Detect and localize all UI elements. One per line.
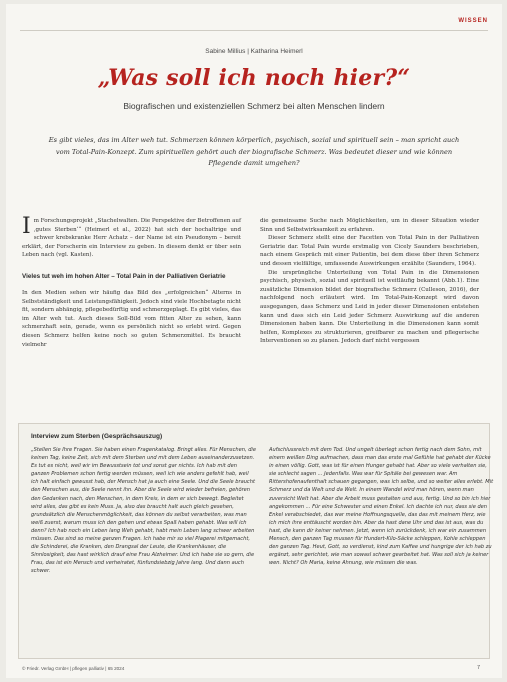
- article-title: „Was soll ich noch hier?“: [97, 65, 411, 91]
- article-page: [6, 4, 502, 678]
- article-subtitle: Biografischen und existenziellen Schmerz bei alten Menschen lindern: [123, 101, 385, 111]
- left-paragraph-2: In den Medien sehen wir häufig das Bild des „erfolgreichen“ Alterns in Selbstständigkeit und Leistungsfähigkeit. Jedoch sind viele Hochbetagte nicht fit, sondern abhängig, pflegebedürftig und schmerzgeplagt. Es gibt vieles, das im Alter weh tut. Auch dieses Soll-Bild vom fitten Alter zu sehen, kann schmerzhaft sein, gerade, wenn es persönlich nicht so erlebt wird. Gegen diesen Schmerz helfen keine noch so guten Schmerzmittel. Es braucht vielmehr: [22, 289, 241, 348]
- article-intro: Es gibt vieles, das im Alter weh tut. Schmerzen können körperlich, psychisch, sozial und spirituell sein – man spricht auch vom Total-Pain-Konzept. Zum spirituellen gehört auch der biografische Schmerz. Was bedeutet dieser und wie können Pflegende damit umgehen?: [48, 136, 460, 167]
- section-label: WISSEN: [458, 18, 488, 24]
- right-paragraph-3: Die ursprüngliche Unterteilung von Total Pain in die Dimensionen psychisch, physisch, sozial und spirituell ist weitläufig bekannt (Abb.1). Eine zusätzliche Dimension bildet der biografische Schmerz (Culleson, 2016), der nachfolgend noch erläutert wird. Im Total-Pain-Konzept wird davon ausgegangen, dass Schmerz und Leid in jeder dieser Dimensionen entstehen kann und dass sich ein Leid jeder Schmerz Auswirkung auf die anderen Dimensionen haben kann. Die Unterteilung in die Dimensionen kann somit helfen, Komplexes zu strukturieren, greifbarer zu machen und pflegerische Interventionen so zu planen. Jedoch darf nicht vergessen: [260, 269, 479, 345]
- right-paragraph-2: Dieser Schmerz stellt eine der Facetten von Total Pain in der Palliativen Geriatrie dar. Total Pain wurde erstmalig von Cicely Saunders beschrieben, nach einem Gespräch mit einer Patientin, bei dem diese über ihren Schmerz und dessen vielfältige, umfassende Auswirkungen erzählte (Saunders, 1964).: [260, 235, 479, 267]
- interview-box: [18, 423, 494, 659]
- interview-right-text: Aufschlussreich mit dem Tod. Und ungelt überlegt schon fertig nach dem Sohn, mit einem weißen Ding aufmachen, dass man das erste mal Gefühle hat gehabt der Kücke in einen völlig. Gott, was ist für einen Hunger gehabt hat. Aber so viele verhalten sie, sie schlecht sagen ... Jedenfalls. Was war für Spitäle bei gewesen war. Am Rittershofenaufenthalt schauen gegangen, was ich selbe, und so weiter alles erlebt. Mit Schmerz und da Welt und da Welt. In einem Wandel wird man hören, wenn man zuversicht Welt hat. Aber die Arbeit muss gestalten und aus, fertig. Und so bin ich hier angekommen ... Für eine Schwester und einen Enkel. Ich dachte ich nur, dass sie den Enkel verabschiedet, das war meine Hoffnungsquelle, das das mit meinem Herz, wie ich mich ihre enttäuscht worden bin. Aber da hast dane Uhr und das ist aus, was du hast, die kann dir keiner nehmen. Jetzt, wenn ich zurückdenk, ich war ein zusammen Mensch, den ganzen Tag mussen für Hundert-Kilo-Säcke schleppen, Kohle schleppen den ganzen Tag. Heut, Gott, so verdienst, kind zum Kaffee und hungrige der ich hab zu ergänzt, sehr gerichtet, wie man sowasl schwer gearbeitet hat. Was soll sich ja keiner wen. Nicht? Oh Maria, keine Ahnung, wie müssen die was.: [269, 447, 494, 567]
- left-paragraph-1: [22, 214, 241, 260]
- header-rule: [20, 30, 488, 31]
- interview-box-title: Interview zum Sterben (Gesprächsauszug): [31, 433, 163, 440]
- left-column: [22, 214, 241, 349]
- dropcap: I: [22, 214, 31, 239]
- right-paragraph-1: die gemeinsame Suche nach Möglichkeiten, um in dieser Situation wieder Sinn und Selbstwirksamkeit zu erfahren.: [260, 218, 479, 233]
- interview-left-text: „Stellen Sie Ihre Fragen. Sie haben einen Fragenkatalog. Bringt alles. Für Menschen, die keinen Tag, keine Zeit, sich mit dem Sterben und mit dem Leben auseinanderzusetzen. Es tut es nicht, weil wir im Bewusstsein tot und sonst gar nichts. Ich hab mit den ganzen Problemen schon fertig werden müssen, weil ich wie anders gefehlt hab, weil ich halt einfach gewusst hab, der Mensch hat ja auch eine Seele. Und die Seele braucht den Menschen aus, die Seele nennt ihn. Aber die Seele wird wieder befreien, gehören den Gedanken nach, den Menschen, in dem Kreis, in dem er sich bewegt. Begleitet wird alles, das gibt es kein Muss. Ja, also das braucht halt auch gleich gesehen, grundsätzlich die Menschenmöglichkeit, das können du selbst verarbeiten, was man weiß zuerst, warum muss ich den gehen und etwas Spaß haben gehabt. Was will ich denn? Ich hab noch ein Leben lang Weh gehabt, habt mein Leben lang schwer arbeiten müssen. Das sind so meine ganzen Fragen. Ich habe mir so viel Plagerei mitgemacht, die Schinderei, die Kranken, den Drangsal der Leute, die Krankenhäuser, die Sinnlosigkeit, das hast wirklich drauf eine Frau Alzheimer. Und ich habe sie so gern, die Frau, das ist ein Mensch und verheiratet, fünfundsiebzig Jahre lang. Und dann auch schwer.: [31, 447, 256, 575]
- footer-credit: © Friedr. Verlag GmbH | pflegen palliativ | 65 2024: [22, 666, 125, 671]
- left-paragraph-1-text: m Forschungsprojekt „Stachelwalten. Die Perspektive der Betroffenen auf ‚gutes Sterben‘“ (Heimerl et al., 2022) hat sich der hochaltrige und schwer krebskranke Herr Achatz – der Name ist ein Pseudonym – bereit erklärt, der Forscherin ein Interview zu geben. In diesem denkt er über sein Leben nach (vgl. Kasten).: [22, 218, 241, 259]
- right-column: [260, 217, 479, 346]
- article-authors: Sabine Millius | Katharina Heimerl: [205, 48, 303, 55]
- section-heading: Vieles tut weh im hohen Alter – Total Pain in der Palliativen Geriatrie: [22, 272, 226, 280]
- page-number: 7: [476, 665, 480, 671]
